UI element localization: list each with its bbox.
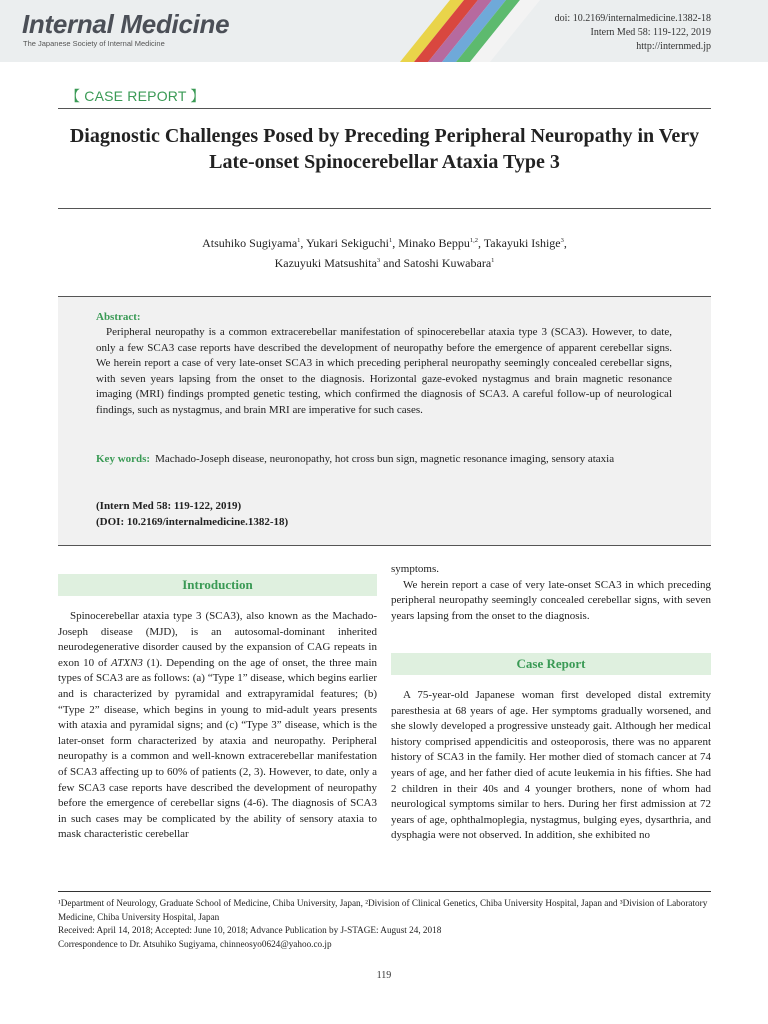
author-affiliation: 3 bbox=[560, 237, 564, 244]
gene-name: ATXN3 bbox=[110, 656, 143, 669]
citation-line: (Intern Med 58: 119-122, 2019) bbox=[96, 500, 242, 512]
keywords-row bbox=[96, 452, 672, 468]
keywords-label: Key words: bbox=[96, 453, 151, 465]
journal-subtitle: The Japanese Society of Internal Medicine bbox=[23, 39, 165, 48]
doi-text: doi: 10.2169/internalmedicine.1382-18 bbox=[554, 13, 711, 24]
abstract-text: Peripheral neuropathy is a common extracerebellar manifestation of spinocerebellar ataxia type 3 (SCA3). However, to date, only a few SCA3 case reports have described the development of neuropathy before the emergence of apparent cerebellar signs. We herein report a case of very late-onset SCA3 in which preceding peripheral neuropathy seemingly concealed cerebellar signs, with seven years lapsing from the onset to the diagnosis. Horizontal gaze-evoked nystagmus and brain magnetic resonance imaging (MRI) findings prompted genetic testing, which confirmed the diagnosis of SCA3. A careful follow-up of neurological findings, such as nystagmus, and brain MRI are imperative for such cases. bbox=[96, 326, 672, 416]
footnotes bbox=[58, 897, 711, 951]
paragraph: A 75-year-old Japanese woman first developed distal extremity paresthesia at 68 years of age. Her symptoms gradually worsened, and she slowly developed a progressive unsteady gait. Although her medical history comprised appendicitis and osteoporosis, there was no apparent history of SCA3 in the family. Her mother died of stomach cancer at 74 years of age, and her father died of acute leukemia in his fifties. She had 2 children in their 40s and 4 younger brothers, none of whom had neurological symptoms similar to hers. During her first admission at 72 years of age, ophthalmoplegia, nystagmus, bulging eyes, dysarthria, and dysphagia were not observed. In addition, she exhibited no bbox=[391, 689, 711, 842]
author-affiliation: 1 bbox=[297, 237, 301, 244]
author-affiliation: 3 bbox=[376, 257, 381, 264]
footnote-divider bbox=[58, 891, 711, 892]
introduction-text bbox=[58, 609, 377, 843]
author-name: Takayuki Ishige bbox=[483, 236, 561, 250]
introduction-continued bbox=[391, 562, 711, 624]
divider bbox=[58, 108, 711, 109]
case-report-heading: Case Report bbox=[391, 653, 711, 675]
author-name: Satoshi Kuwabara bbox=[403, 256, 492, 270]
paragraph: We herein report a case of very late-onset SCA3 in which preceding peripheral neuropathy seemingly concealed cerebellar signs, with seven years lapsing from the onset to the diagnosis. bbox=[391, 578, 711, 622]
affiliations: ¹Department of Neurology, Graduate School of Medicine, Chiba University, Japan, ²Division of Clinical Genetics, Chiba University Hospital, Japan and ³Division of Laboratory Medicine, Chiba University Hospital, Japan bbox=[58, 898, 708, 922]
citation-text: Intern Med 58: 119-122, 2019 bbox=[590, 27, 711, 38]
journal-header bbox=[0, 0, 768, 62]
header-stripes-graphic bbox=[380, 0, 540, 62]
article-title: Diagnostic Challenges Posed by Preceding Peripheral Neuropathy in Very Late-onset Spinocerebellar Ataxia Type 3 bbox=[69, 125, 700, 173]
author-affiliation: 1 bbox=[388, 237, 393, 244]
article-type-label: 【 CASE REPORT 】 bbox=[66, 88, 205, 104]
case-report-text bbox=[391, 688, 711, 844]
author-affiliation: 1,2 bbox=[469, 237, 478, 244]
page-number: 119 bbox=[376, 970, 392, 981]
author-affiliation: 1 bbox=[491, 257, 495, 264]
journal-url[interactable]: http://internmed.jp bbox=[636, 41, 711, 52]
divider bbox=[58, 208, 711, 209]
received-dates: Received: April 14, 2018; Accepted: June 10, 2018; Advance Publication by J-STAGE: August 24, 2018 bbox=[58, 925, 442, 936]
keywords-text: Machado-Joseph disease, neuronopathy, hot cross bun sign, magnetic resonance imaging, sensory ataxia bbox=[155, 453, 615, 465]
introduction-heading: Introduction bbox=[58, 574, 377, 596]
paragraph: Spinocerebellar ataxia type 3 (SCA3), also known as the Machado-Joseph disease (MJD), is an autosomal-dominant inherited neurodegenerative disorder caused by the expansion of CAG repeats in exon 10 of ATXN3 (1). Depending on the age of onset, the three main types of SCA3 are as follows: (a) “Type 1” disease, which begins earlier and is characterized by pyramidal and extrapyramidal features; (b) “Type 2” disease, which begins in young to mid-adult years presents with ataxia and pyramidal signs; and (c) “Type 3” disease, which is the later-onset form characterized by ataxia and neuropathy. Peripheral neuropathy is a common and well-known extracerebellar manifestation of SCA3 affecting up to 60% of patients (2, 3). However, to date, only a few SCA3 case reports have described the development of neuropathy before the emergence of cerebellar signs (4-6). The diagnosis of SCA3 in such cases may be complicated by the ability of sensory ataxia to mask characteristic cerebellar bbox=[58, 610, 377, 841]
author-name: Yukari Sekiguchi bbox=[305, 236, 389, 250]
author-list: Atsuhiko Sugiyama$^1$, Yukari Sekiguchi$^1$, Minako Beppu$^{1,2}$, Takayuki Ishige$^3$, Kazuyuki Matsushita$^3$ and Satoshi Kuwabara$^1$ bbox=[202, 236, 567, 270]
citation-block bbox=[96, 499, 288, 530]
journal-title: Internal Medicine bbox=[22, 9, 230, 39]
doi-block bbox=[555, 12, 711, 54]
abstract-heading: Abstract: bbox=[96, 311, 141, 323]
author-name: Minako Beppu bbox=[398, 236, 470, 250]
author-name: Atsuhiko Sugiyama bbox=[202, 236, 298, 250]
doi-line: (DOI: 10.2169/internalmedicine.1382-18) bbox=[96, 515, 289, 528]
paragraph: symptoms. bbox=[391, 563, 439, 575]
correspondence: Correspondence to Dr. Atsuhiko Sugiyama, chinneosyo0624@yahoo.co.jp bbox=[58, 938, 332, 949]
author-name: Kazuyuki Matsushita bbox=[274, 256, 377, 270]
